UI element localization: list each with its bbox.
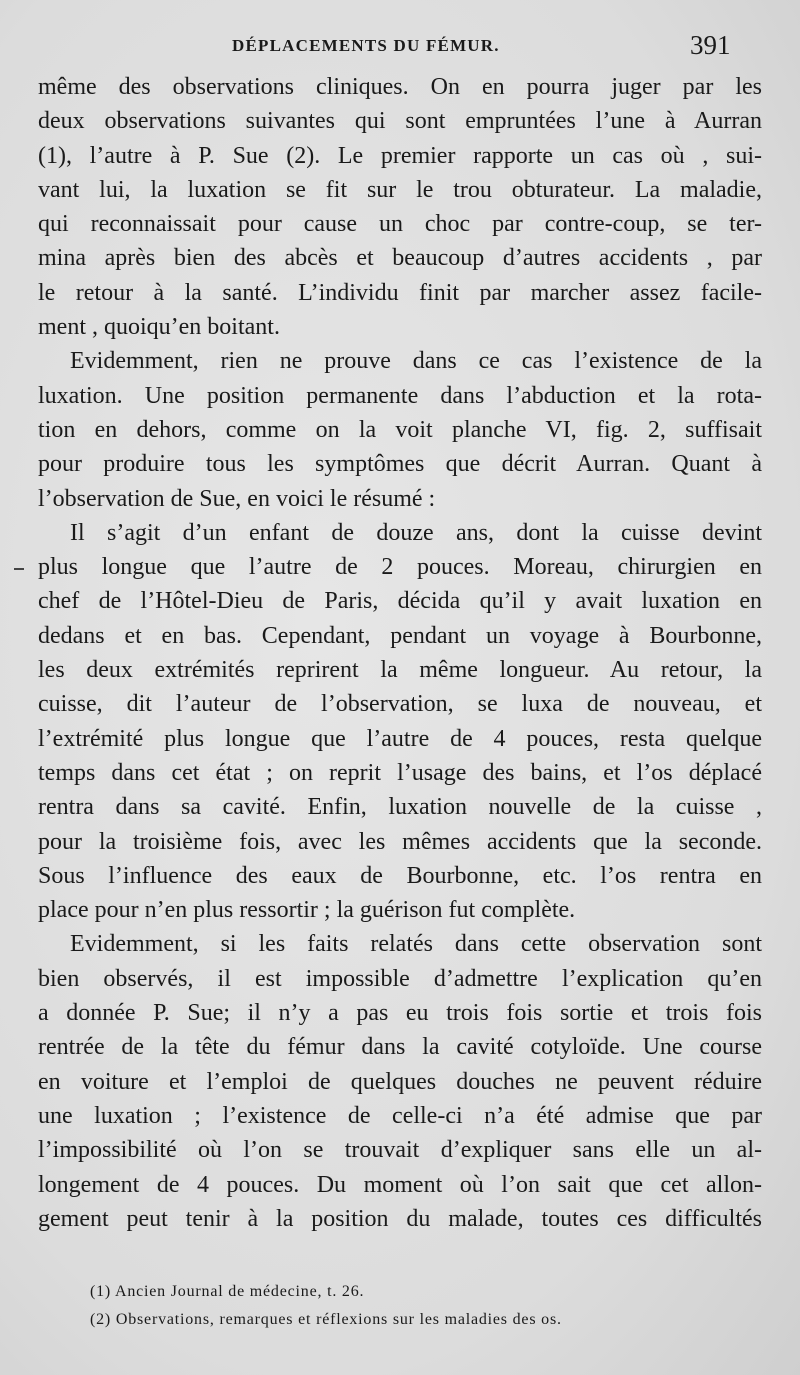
margin-mark <box>14 568 24 570</box>
text-line: a donnée P. Sue; il n’y a pas eu trois fois sortie et trois fois <box>38 1000 762 1027</box>
text-line: place pour n’en plus ressortir ; la guérison fut complète. <box>38 897 576 924</box>
text-line: même des observations cliniques. On en pourra juger par les <box>38 74 762 100</box>
running-head <box>0 30 800 64</box>
text-line: dedans et en bas. Cependant, pendant un voyage à Bourbonne, <box>38 622 762 649</box>
text-line: l’impossibilité où l’on se trouvait d’expliquer sans elle un al- <box>38 1137 762 1164</box>
text-line: mina après bien des abcès et beaucoup d’autres accidents , par <box>38 245 762 272</box>
text-line: l’extrémité plus longue que l’autre de 4 pouces, resta quelque <box>38 725 762 752</box>
text-line: Evidemment, rien ne prouve dans ce cas l’existence de la <box>70 348 762 375</box>
text-line: pour la troisième fois, avec les mêmes accidents que la seconde. <box>38 828 762 855</box>
text-line: en voiture et l’emploi de quelques douches ne peuvent réduire <box>38 1068 762 1095</box>
text-line: temps dans cet état ; on reprit l’usage des bains, et l’os déplacé <box>38 759 762 786</box>
text-line: pour produire tous les symptômes que décrit Aurran. Quant à <box>38 451 762 478</box>
text-line: une luxation ; l’existence de celle-ci n’a été admise que par <box>38 1102 762 1129</box>
text-line: longement de 4 pouces. Du moment où l’on sait que cet allon- <box>38 1171 762 1198</box>
text-line: rentrée de la tête du fémur dans la cavité cotyloïde. Une course <box>38 1034 762 1061</box>
text-line: plus longue que l’autre de 2 pouces. Moreau, chirurgien en <box>38 554 762 581</box>
text-line: Sous l’influence des eaux de Bourbonne, etc. l’os rentra en <box>38 862 762 889</box>
text-line: ment , quoiqu’en boitant. <box>38 314 280 341</box>
text-line: tion en dehors, comme on la voit planche VI, fig. 2, suffisait <box>38 416 762 443</box>
text-line: vant lui, la luxation se fit sur le trou obturateur. La maladie, <box>38 176 762 203</box>
text-line: le retour à la santé. L’individu finit par marcher assez facile- <box>38 279 762 306</box>
footnote: (1) Ancien Journal de médecine, t. 26. <box>90 1283 365 1300</box>
text-line: rentra dans sa cavité. Enfin, luxation nouvelle de la cuisse , <box>38 794 762 821</box>
text-line: cuisse, dit l’auteur de l’observation, se luxa de nouveau, et <box>38 691 762 718</box>
text-line: deux observations suivantes qui sont empruntées l’une à Aurran <box>38 108 762 135</box>
text-line: luxation. Une position permanente dans l’abduction et la rota- <box>38 382 762 409</box>
text-line: chef de l’Hôtel-Dieu de Paris, décida qu’il y avait luxation en <box>38 588 762 615</box>
text-line: Il s’agit d’un enfant de douze ans, dont la cuisse devint <box>70 519 762 546</box>
page-number: 391 <box>690 30 731 60</box>
text-line: les deux extrémités reprirent la même longueur. Au retour, la <box>38 657 762 684</box>
running-title: DÉPLACEMENTS DU FÉMUR. <box>232 36 500 55</box>
text-line: l’observation de Sue, en voici le résumé : <box>38 485 436 512</box>
text-line: (1), l’autre à P. Sue (2). Le premier rapporte un cas où , sui- <box>38 142 762 169</box>
text-line: Evidemment, si les faits relatés dans cette observation sont <box>70 931 762 958</box>
footnote: (2) Observations, remarques et réflexions sur les maladies des os. <box>90 1311 562 1328</box>
footnotes <box>90 1278 770 1334</box>
text-line: qui reconnaissait pour cause un choc par contre-coup, se ter- <box>38 211 762 238</box>
text-line: gement peut tenir à la position du malade, toutes ces difficultés <box>38 1205 762 1232</box>
text-line: bien observés, il est impossible d’admettre l’explication qu’en <box>38 965 762 992</box>
body-text <box>38 70 762 1236</box>
